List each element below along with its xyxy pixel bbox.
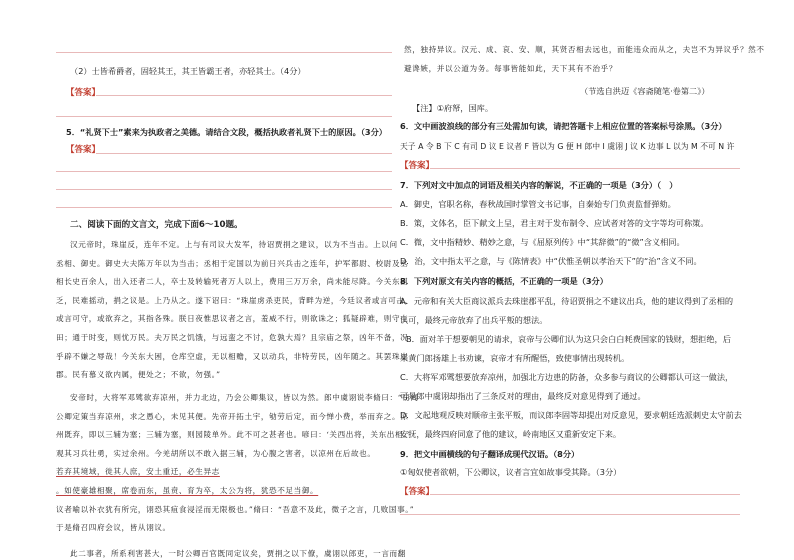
answer-rule <box>400 514 740 515</box>
passage-line: 避谗嫉，并以公道为务。每事皆能如此，天下其有不治乎？ <box>404 64 618 73</box>
passage-text: 观其习兵壮勇，实过余州。今羌胡所以不敢入据三辅，为心腹之害者，以凉州在后故也。 <box>56 448 376 458</box>
q9-answer-label: 【答案】 <box>400 487 435 497</box>
answer-rule <box>430 168 740 169</box>
q4-answer-label: 【答案】 <box>66 88 101 98</box>
passage-line <box>56 485 318 496</box>
passage-line: 然，独持异议。汉元、成、哀、安、顺，其贤否相去远也，而能违众而从之，夫岂不为异议乎？然不 <box>404 45 765 54</box>
answer-rule <box>430 494 740 495</box>
answer-rule <box>56 116 392 117</box>
q5-text: 5．“礼贤下士”素来为执政者之美德。请结合文段，概括执政者礼贤下士的原因。（3分） <box>66 127 387 137</box>
passage-line <box>56 411 408 422</box>
answer-rule <box>56 189 392 190</box>
q4-2-text: （2）士皆希爵者，固轻其王，其王皆霸王者，亦轻其士。（4分） <box>70 66 306 76</box>
q7-option-c: C．微，文中指精妙、精妙之意，与《屈原列传》中“其辞微”的“微”含义相同。 <box>400 237 685 247</box>
q8-option-b-line2: 来黄门郎扬雄上书劝谏，哀帝才有所醒悟，致使事情出现转机。 <box>400 353 630 363</box>
passage-line <box>56 313 408 324</box>
q8-option-c-line2: 可是郎中虞诩却指出了三条反对的理由，最终反对意见得到了通过。 <box>400 391 646 401</box>
note-text: 【注】①府帑，国库。 <box>412 103 494 113</box>
q7-option-d: D．治，文中指太平之意，与《陈情表》中“伏惟圣朝以孝治天下”的“治”含义不同。 <box>400 256 702 266</box>
passage-line <box>56 429 411 440</box>
passage-line <box>56 351 408 362</box>
passage-text: 相长史百余人，出入还者二人，卒士及转输死者万人以上，费用三万万余，尚未能尽降。今关东困 <box>56 277 409 287</box>
passage-line <box>56 369 221 380</box>
underlined-sentence: 若弃其境域，徙其人庶，安土重迁，必生异志 <box>56 467 220 477</box>
passage-line <box>56 276 408 287</box>
passage-text: 丞相、御史。御史大夫陈万年以为当击；丞相于定国以为前日兴兵击之连年，护军都尉、校尉及丞 <box>56 258 409 268</box>
q9-1-text: ①匈奴使者欲朝，下公卿议，议者言宜如故事受其降。（3分） <box>400 467 622 477</box>
passage-line <box>70 548 406 559</box>
answer-rule <box>96 153 392 154</box>
passage-text: 郡。民有慕义欲内属，便处之；不欲，勿强。” <box>56 370 221 380</box>
q8-option-c-line1: C．大将军邓骘想要放弃凉州，加强北方边患的防备，众多参与商议的公卿都认可这一做法， <box>400 372 734 382</box>
passage-text: 或言可守，或欲弃之，其指各殊。朕日夜惟思议者之言，羞威不行，则欲诛之；狐疑辟难，则守屯 <box>56 314 409 324</box>
q8-option-a-line1: A．元帝和有关大臣商议派兵去珠崖郡平乱，待诏贾捐之不建议出兵，他的建议得到了丞相的 <box>400 296 734 306</box>
q7-option-a: A．御史，官职名称，春秋战国时掌管文书记事，自秦始专门负责监督弹劾。 <box>400 199 676 209</box>
passage-text: 议者喻以补衣犹有所完，诩恐其疽食浸淫而无限极也。”脩曰：“吾意不及此，微子之言，几败国事。” <box>56 504 415 514</box>
passage-line <box>70 392 419 403</box>
passage-text: 于是脩召四府会议，皆从诩议。 <box>56 523 171 533</box>
q7-text: 7．下列对文中加点的词语及相关内容的解说，不正确的一项是（3分）（ ） <box>400 180 678 190</box>
passage-text: 乏，民难摇动，捐之议是。上乃从之。遂下诏曰：“珠崖虏杀吏民，背畔为逆，今廷议者或言可击， <box>56 295 413 305</box>
underlined-sentence: 。如使豪雄相聚，席卷而东，虽贲、育为卒，太公为将，犹恐不足当御。 <box>56 486 319 495</box>
passage-line <box>70 239 398 250</box>
q8-option-a-line2: 认可，最终元帝放弃了出兵平叛的想法。 <box>400 315 548 325</box>
passage-line <box>56 258 408 269</box>
answer-rule <box>96 95 392 96</box>
q6-answer-label: 【答案】 <box>400 161 435 171</box>
answer-rule <box>56 52 392 53</box>
source-citation: （节选自洪迈《容斋随笔·卷第二》） <box>580 86 710 96</box>
answer-rule <box>56 171 392 172</box>
passage-text: 田；通于时变，则忧万民。夫万民之饥饿，与远蛮之不讨，危孰大焉？且宗庙之祭，凶年不备，况 <box>56 333 409 342</box>
passage-line <box>56 522 171 533</box>
passage-line <box>56 332 408 343</box>
q6-options: 天子 A 令 B 下 C 有司 D 议 E 议者 F 皆以为 G 便 H 郎中 I 虞诩 J 议 K 边事 L 以为 M 不可 N 许 <box>400 142 735 151</box>
q8-option-d-line2: 安抚，最终四府同意了他的建议，岭南地区又重新安定下来。 <box>400 429 622 439</box>
q6-text: 6．文中画波浪线的部分有三处需加句读，请把答题卡上相应位置的答案标号涂黑。（3分） <box>400 121 727 131</box>
passage-line <box>56 466 220 477</box>
section-2-heading: 二、阅读下面的文言文，完成下面6～10题。 <box>70 220 243 230</box>
passage-line <box>56 504 414 515</box>
passage-line <box>56 295 413 306</box>
passage-line <box>56 448 376 459</box>
passage-text: 乎辟不嫌之辱哉！今关东大困，仓库空虚，无以相赡，又以动兵，非特劳民，凶年随之。其罢珠崖 <box>56 351 409 361</box>
passage-text: 公卿定策当弃凉州，求之愚心，未见其便。先帝开拓土宇，劬劳后定，而今惮小费，举而弃之。凉 <box>56 411 409 421</box>
q9-text: 9．把文中画横线的句子翻译成现代汉语。（8分） <box>400 449 580 459</box>
passage-text: 汉元帝时，珠崖反，连年不定。上与有司议大发军，待诏贾捐之建议，以为不当击。上以问 <box>70 240 398 249</box>
q8-text: 8．下列对原文有关内容的概括，不正确的一项是（3分） <box>400 276 608 286</box>
answer-rule <box>56 207 392 208</box>
q8-option-b-line1: B．面对羊于想要朝见的请求，哀帝与公卿们认为这只会白白耗费国家的钱财，想拒绝，后 <box>406 334 731 344</box>
q7-option-b: B．策，文体名，臣下献文上呈，君主对于发布制令、应试者对答的文字等均可称策。 <box>400 218 709 228</box>
passage-text: 安帝时，大将军邓骘欲弃凉州，并力北边，乃会公卿集议，皆以为然。郎中虞诩说李脩曰：“窃闻 <box>70 393 419 402</box>
passage-text: 此二事者，所系利害甚大，一时公卿百官既同定议矣，贾捐之以下僚，虞诩以郎吏，一言而翻 <box>70 549 406 558</box>
q8-option-d-line1: D．文起地观反映对顺帝主张平叛，而议郎李固等却提出对反意见，要求朝廷选派刺史太守前去 <box>400 410 742 420</box>
passage-text: 州既弃，即以三辅为塞；三辅为塞，则园陵单外。此不可之甚者也。喭曰：‘关西出将，关东出相。’ <box>56 430 411 440</box>
q5-answer-label: 【答案】 <box>66 145 101 155</box>
